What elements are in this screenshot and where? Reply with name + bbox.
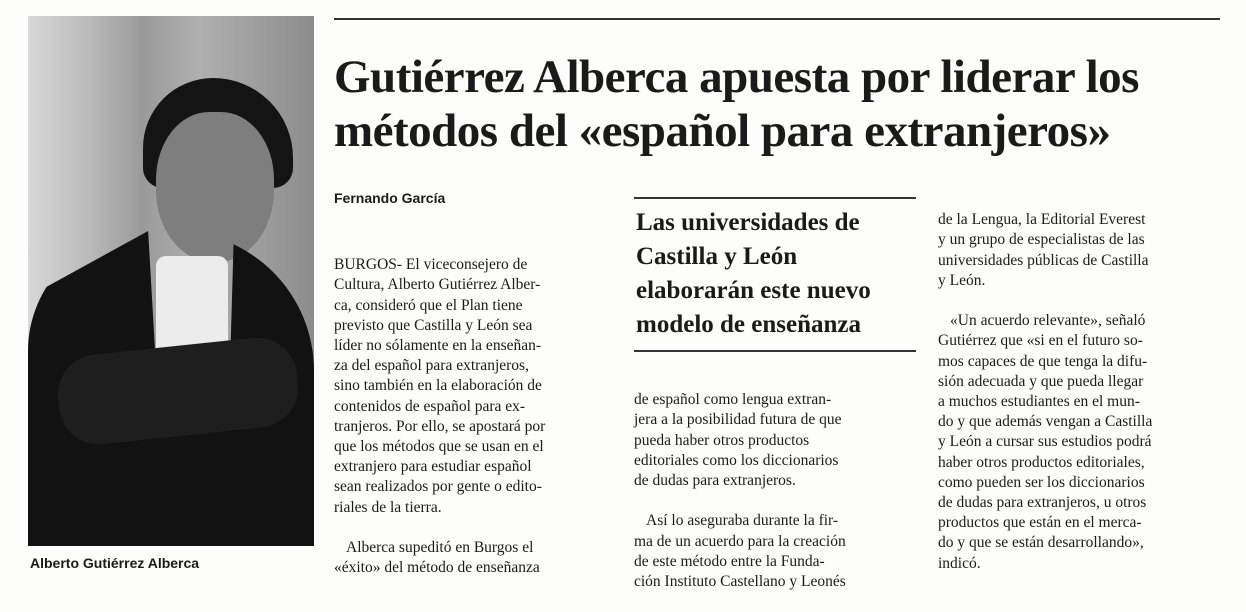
article-column-2 [634,370,916,612]
paragraph: Así lo aseguraba durante la fir- ma de un acuerdo para la creación de este método entre la Funda- ción Instituto Castellano y Leonés [634,512,846,591]
pull-quote-top-rule [634,197,916,199]
pull-quote: Las universidades de Castilla y León elaborarán este nuevo modelo de enseñanza [636,209,871,338]
paragraph: de la Lengua, la Editorial Everest y un grupo de especialistas de las universidades públicas de Castilla y León. [938,211,1149,289]
pull-quote-bottom-rule [634,350,916,352]
paragraph: BURGOS- El viceconsejero de Cultura, Alberto Gutiérrez Alber- ca, consideró que el Plan tiene previsto que Castilla y León sea líder no sólamente en la enseñan- za del español para extranjeros, sino también en la elaboración de contenidos de español para ex- tranjeros. Por ello, se apostará por que los métodos que se usan en el extranjero para estudiar español sean realizados por gente o edito- riales de la tierra. [334,256,546,516]
top-rule [334,18,1220,20]
photo-caption: Alberto Gutiérrez Alberca [30,555,200,571]
article-column-1 [334,235,614,599]
paragraph: de español como lengua extran- jera a la posibilidad futura de que pueda haber otros productos editoriales como los diccionarios de dudas para extranjeros. [634,391,842,490]
photo-face [156,112,274,262]
byline: Fernando García [334,190,446,206]
headline: Gutiérrez Alberca apuesta por liderar los métodos del «español para extranjeros» [334,51,1139,157]
article-column-3 [938,190,1222,594]
paragraph: «Un acuerdo relevante», señaló Gutiérrez que «si en el futuro so- mos capaces de que tenga la difu- sión adecuada y que pueda llegar a muchos estudiantes en el mun- do y que además vengan a Castilla y León a cursar sus estudios podrá haber otros productos editoriales, como pueden ser los diccionarios de dudas para extranjeros, u otros productos que están en el merca- do y que se están desarrollando», indicó. [938,312,1153,572]
paragraph: Alberca supeditó en Burgos el «éxito» del método de enseñanza [334,539,540,577]
portrait-photo [28,16,314,546]
